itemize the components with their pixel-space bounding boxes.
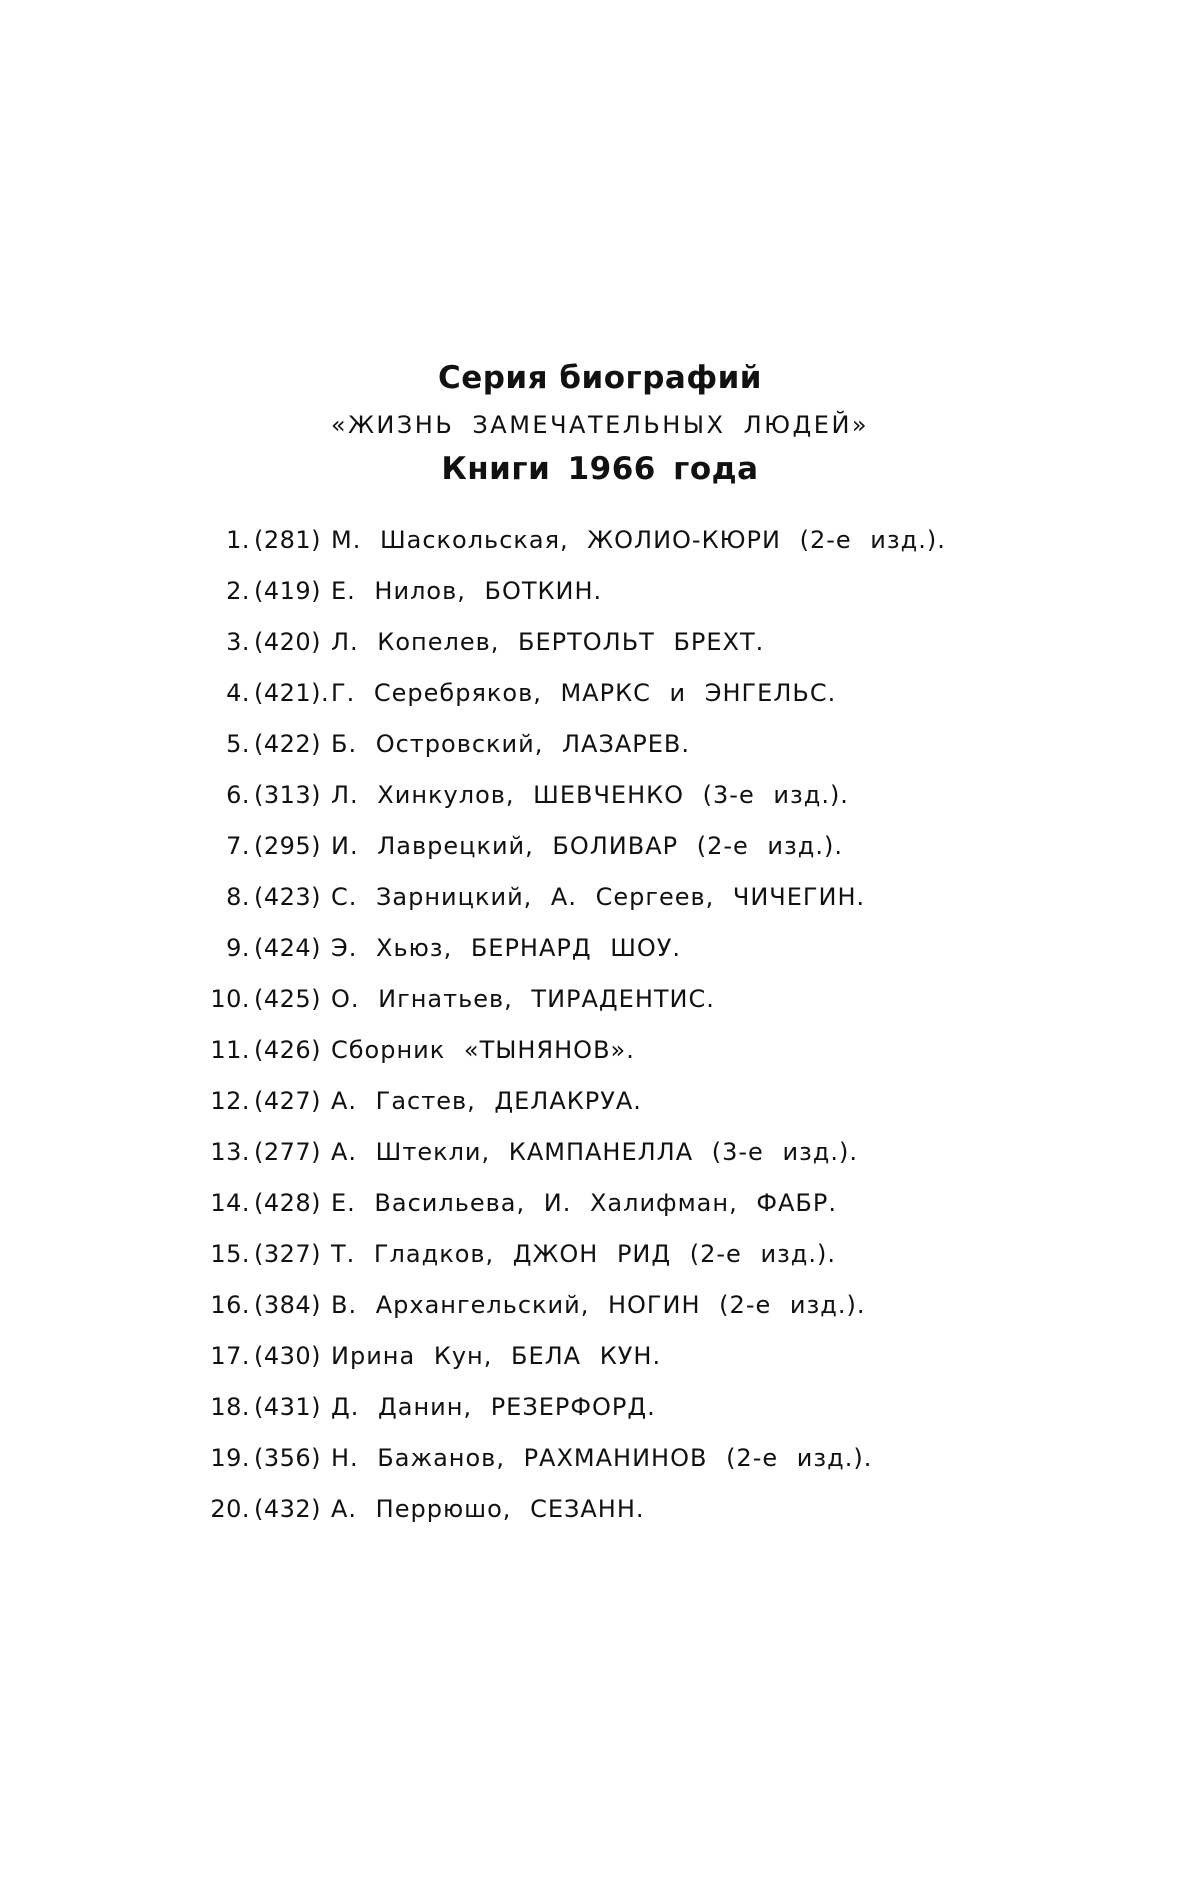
book-number: 14. [210,1189,250,1217]
book-entry: И. Лаврецкий, БОЛИВАР (2-е изд.). [331,832,843,860]
book-series-code: (424) [254,934,322,962]
book-number: 19. [210,1444,250,1472]
book-number: 13. [210,1138,250,1166]
book-entry: Сборник «ТЫНЯНОВ». [331,1036,635,1064]
book-number: 17. [210,1342,250,1370]
book-number: 11. [210,1036,250,1064]
book-number: 6. [226,781,250,809]
book-entry: М. Шаскольская, ЖОЛИО-КЮРИ (2-е изд.). [331,526,946,554]
book-series-code: (421). [254,679,330,707]
book-series-code: (384) [254,1291,322,1319]
book-entry: Н. Бажанов, РАХМАНИНОВ (2-е изд.). [331,1444,873,1472]
book-entry: Э. Хьюз, БЕРНАРД ШОУ. [331,934,682,962]
book-series-code: (428) [254,1189,322,1217]
book-series-code: (295) [254,832,322,860]
book-list-item [0,831,1200,882]
book-series-code: (425) [254,985,322,1013]
book-series-code: (422) [254,730,322,758]
book-series-code: (423) [254,883,322,911]
book-list-item [0,1494,1200,1545]
book-series-code: (430) [254,1342,322,1370]
book-list-item [0,933,1200,984]
book-number: 15. [210,1240,250,1268]
book-list-item [0,627,1200,678]
book-list-item [0,1137,1200,1188]
book-list-item [0,882,1200,933]
book-entry: А. Гастев, ДЕЛАКРУА. [331,1087,642,1115]
book-list-item [0,984,1200,1035]
book-series-code: (281) [254,526,322,554]
book-number: 20. [210,1495,250,1523]
book-list [0,525,1200,1545]
book-entry: Г. Серебряков, МАРКС и ЭНГЕЛЬС. [331,679,837,707]
book-entry: О. Игнатьев, ТИРАДЕНТИС. [331,985,715,1013]
book-list-item [0,780,1200,831]
book-list-item [0,525,1200,576]
book-list-item [0,576,1200,627]
book-series-code: (327) [254,1240,322,1268]
series-name: «ЖИЗНЬ ЗАМЕЧАТЕЛЬНЫХ ЛЮДЕЙ» [330,411,870,439]
book-entry: В. Архангельский, НОГИН (2-е изд.). [331,1291,866,1319]
book-number: 8. [226,883,250,911]
book-entry: С. Зарницкий, А. Сергеев, ЧИЧЕГИН. [331,883,866,911]
book-list-item [0,1188,1200,1239]
book-entry: Ирина Кун, БЕЛА КУН. [331,1342,662,1370]
book-list-item [0,1341,1200,1392]
book-list-item [0,1086,1200,1137]
book-series-code: (432) [254,1495,322,1523]
book-number: 5. [226,730,250,758]
book-entry: Е. Васильева, И. Халифман, ФАБР. [331,1189,837,1217]
book-list-item [0,1443,1200,1494]
book-number: 4. [226,679,250,707]
book-number: 7. [226,832,250,860]
book-series-code: (313) [254,781,322,809]
book-series-code: (419) [254,577,322,605]
book-series-code: (356) [254,1444,322,1472]
book-entry: Л. Копелев, БЕРТОЛЬТ БРЕХТ. [331,628,765,656]
book-number: 9. [226,934,250,962]
book-series-code: (420) [254,628,322,656]
book-number: 1. [226,526,250,554]
book-number: 18. [210,1393,250,1421]
book-entry: А. Перрюшо, СЕЗАНН. [331,1495,645,1523]
book-number: 10. [210,985,250,1013]
book-series-code: (277) [254,1138,322,1166]
book-list-item [0,678,1200,729]
book-entry: Б. Островский, ЛАЗАРЕВ. [331,730,690,758]
book-list-item [0,729,1200,780]
book-number: 12. [210,1087,250,1115]
book-series-code: (431) [254,1393,322,1421]
book-list-item [0,1290,1200,1341]
book-series-code: (426) [254,1036,322,1064]
book-number: 3. [226,628,250,656]
book-entry: Т. Гладков, ДЖОН РИД (2-е изд.). [331,1240,837,1268]
books-year-heading: Книги 1966 года [441,451,759,487]
book-list-item [0,1392,1200,1443]
book-entry: Д. Данин, РЕЗЕРФОРД. [331,1393,656,1421]
book-entry: А. Штекли, КАМПАНЕЛЛА (3-е изд.). [331,1138,859,1166]
book-entry: Е. Нилов, БОТКИН. [331,577,603,605]
book-list-item [0,1239,1200,1290]
book-list-item [0,1035,1200,1086]
series-title: Серия биографий [437,360,763,396]
book-series-code: (427) [254,1087,322,1115]
book-number: 2. [226,577,250,605]
book-number: 16. [210,1291,250,1319]
book-entry: Л. Хинкулов, ШЕВЧЕНКО (3-е изд.). [331,781,849,809]
